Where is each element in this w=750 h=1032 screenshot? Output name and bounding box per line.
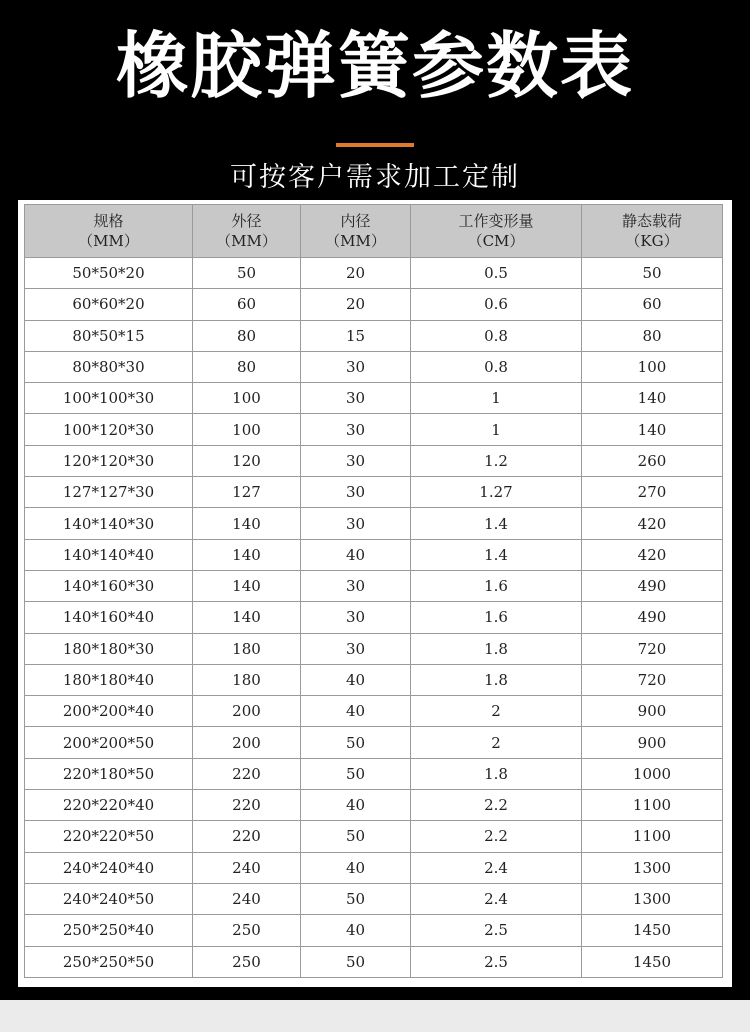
header-spec-unit: （MM）	[78, 232, 139, 250]
header-static-load	[582, 205, 723, 258]
cell-outer-diameter: 180	[193, 664, 301, 695]
table-row	[25, 570, 723, 601]
cell-outer-diameter: 250	[193, 946, 301, 977]
cell-spec: 60*60*20	[25, 289, 193, 320]
cell-inner-diameter: 50	[301, 821, 411, 852]
cell-static-load: 1100	[582, 790, 723, 821]
table-row	[25, 883, 723, 914]
cell-deformation: 0.6	[411, 289, 582, 320]
cell-static-load: 140	[582, 383, 723, 414]
cell-inner-diameter: 30	[301, 414, 411, 445]
cell-deformation: 2.4	[411, 883, 582, 914]
cell-inner-diameter: 30	[301, 633, 411, 664]
cell-inner-diameter: 50	[301, 758, 411, 789]
accent-divider	[336, 143, 414, 147]
table-row	[25, 852, 723, 883]
cell-static-load: 1450	[582, 946, 723, 977]
cell-inner-diameter: 15	[301, 320, 411, 351]
cell-outer-diameter: 127	[193, 477, 301, 508]
cell-inner-diameter: 30	[301, 602, 411, 633]
cell-outer-diameter: 200	[193, 696, 301, 727]
header-outer-diameter-unit: （MM）	[216, 232, 277, 250]
cell-deformation: 1.2	[411, 445, 582, 476]
cell-spec: 80*50*15	[25, 320, 193, 351]
cell-deformation: 2.5	[411, 915, 582, 946]
table-row	[25, 383, 723, 414]
cell-deformation: 2	[411, 696, 582, 727]
table-row	[25, 414, 723, 445]
cell-static-load: 1000	[582, 758, 723, 789]
header-inner-diameter	[301, 205, 411, 258]
cell-static-load: 1300	[582, 852, 723, 883]
header-deformation	[411, 205, 582, 258]
table-row	[25, 664, 723, 695]
cell-deformation: 1.8	[411, 633, 582, 664]
cell-deformation: 0.8	[411, 351, 582, 382]
table-row	[25, 289, 723, 320]
cell-deformation: 1	[411, 383, 582, 414]
cell-inner-diameter: 40	[301, 915, 411, 946]
cell-inner-diameter: 50	[301, 727, 411, 758]
cell-spec: 240*240*50	[25, 883, 193, 914]
header-outer-diameter	[193, 205, 301, 258]
cell-inner-diameter: 30	[301, 383, 411, 414]
cell-deformation: 2.4	[411, 852, 582, 883]
cell-inner-diameter: 50	[301, 883, 411, 914]
cell-outer-diameter: 80	[193, 351, 301, 382]
cell-static-load: 260	[582, 445, 723, 476]
cell-spec: 100*120*30	[25, 414, 193, 445]
table-row	[25, 351, 723, 382]
cell-static-load: 420	[582, 508, 723, 539]
table-row	[25, 477, 723, 508]
cell-outer-diameter: 220	[193, 821, 301, 852]
cell-static-load: 80	[582, 320, 723, 351]
cell-deformation: 1.8	[411, 664, 582, 695]
cell-spec: 200*200*40	[25, 696, 193, 727]
cell-deformation: 0.8	[411, 320, 582, 351]
cell-outer-diameter: 220	[193, 790, 301, 821]
cell-static-load: 490	[582, 570, 723, 601]
cell-spec: 180*180*30	[25, 633, 193, 664]
cell-outer-diameter: 140	[193, 602, 301, 633]
cell-inner-diameter: 40	[301, 790, 411, 821]
table-row	[25, 602, 723, 633]
cell-static-load: 270	[582, 477, 723, 508]
cell-outer-diameter: 240	[193, 852, 301, 883]
cell-inner-diameter: 30	[301, 477, 411, 508]
cell-outer-diameter: 140	[193, 539, 301, 570]
cell-static-load: 140	[582, 414, 723, 445]
cell-inner-diameter: 20	[301, 258, 411, 289]
cell-spec: 127*127*30	[25, 477, 193, 508]
cell-inner-diameter: 40	[301, 696, 411, 727]
cell-outer-diameter: 180	[193, 633, 301, 664]
cell-outer-diameter: 50	[193, 258, 301, 289]
cell-deformation: 2.5	[411, 946, 582, 977]
cell-deformation: 1.27	[411, 477, 582, 508]
cell-outer-diameter: 60	[193, 289, 301, 320]
header-inner-diameter-unit: （MM）	[325, 232, 386, 250]
table-row	[25, 758, 723, 789]
table-row	[25, 445, 723, 476]
cell-spec: 180*180*40	[25, 664, 193, 695]
header-static-load-unit: （KG）	[625, 232, 679, 250]
cell-static-load: 720	[582, 664, 723, 695]
table-row	[25, 258, 723, 289]
cell-outer-diameter: 140	[193, 508, 301, 539]
table-row	[25, 508, 723, 539]
page-subtitle: 可按客户需求加工定制	[230, 162, 520, 193]
parameter-table-container	[18, 200, 732, 987]
parameter-table	[24, 204, 723, 978]
cell-deformation: 0.5	[411, 258, 582, 289]
cell-spec: 100*100*30	[25, 383, 193, 414]
header-inner-diameter-label: 内径	[340, 212, 371, 230]
page-title: 橡胶弹簧参数表	[115, 24, 634, 108]
table-row	[25, 696, 723, 727]
table-header-row	[25, 205, 723, 258]
cell-static-load: 1300	[582, 883, 723, 914]
cell-inner-diameter: 30	[301, 570, 411, 601]
cell-deformation: 1	[411, 414, 582, 445]
header-static-load-label: 静态载荷	[621, 212, 682, 230]
cell-inner-diameter: 30	[301, 445, 411, 476]
cell-static-load: 720	[582, 633, 723, 664]
cell-static-load: 900	[582, 727, 723, 758]
cell-inner-diameter: 30	[301, 508, 411, 539]
cell-outer-diameter: 80	[193, 320, 301, 351]
cell-outer-diameter: 100	[193, 414, 301, 445]
table-row	[25, 821, 723, 852]
table-row	[25, 790, 723, 821]
cell-spec: 250*250*50	[25, 946, 193, 977]
cell-deformation: 1.6	[411, 602, 582, 633]
header-deformation-unit: （CM）	[467, 232, 525, 250]
cell-static-load: 900	[582, 696, 723, 727]
cell-static-load: 420	[582, 539, 723, 570]
header-outer-diameter-label: 外径	[231, 212, 262, 230]
cell-inner-diameter: 50	[301, 946, 411, 977]
header-spec	[25, 205, 193, 258]
cell-inner-diameter: 30	[301, 351, 411, 382]
cell-spec: 200*200*50	[25, 727, 193, 758]
cell-deformation: 2.2	[411, 790, 582, 821]
cell-outer-diameter: 200	[193, 727, 301, 758]
cell-static-load: 100	[582, 351, 723, 382]
cell-static-load: 1100	[582, 821, 723, 852]
cell-inner-diameter: 40	[301, 852, 411, 883]
cell-outer-diameter: 220	[193, 758, 301, 789]
cell-outer-diameter: 140	[193, 570, 301, 601]
cell-spec: 140*140*30	[25, 508, 193, 539]
cell-outer-diameter: 250	[193, 915, 301, 946]
table-row	[25, 946, 723, 977]
header-spec-label: 规格	[93, 212, 124, 230]
cell-spec: 80*80*30	[25, 351, 193, 382]
cell-inner-diameter: 20	[301, 289, 411, 320]
cell-spec: 240*240*40	[25, 852, 193, 883]
cell-deformation: 1.4	[411, 539, 582, 570]
cell-deformation: 1.6	[411, 570, 582, 601]
cell-static-load: 60	[582, 289, 723, 320]
cell-spec: 220*220*50	[25, 821, 193, 852]
table-row	[25, 539, 723, 570]
cell-spec: 140*140*40	[25, 539, 193, 570]
cell-inner-diameter: 40	[301, 539, 411, 570]
cell-deformation: 2.2	[411, 821, 582, 852]
cell-spec: 250*250*40	[25, 915, 193, 946]
cell-static-load: 50	[582, 258, 723, 289]
cell-static-load: 490	[582, 602, 723, 633]
table-body	[25, 258, 723, 978]
cell-outer-diameter: 100	[193, 383, 301, 414]
table-row	[25, 915, 723, 946]
cell-outer-diameter: 120	[193, 445, 301, 476]
cell-deformation: 1.8	[411, 758, 582, 789]
cell-spec: 120*120*30	[25, 445, 193, 476]
cell-spec: 220*180*50	[25, 758, 193, 789]
cell-spec: 50*50*20	[25, 258, 193, 289]
cell-deformation: 2	[411, 727, 582, 758]
table-row	[25, 633, 723, 664]
cell-spec: 140*160*40	[25, 602, 193, 633]
table-row	[25, 727, 723, 758]
table-row	[25, 320, 723, 351]
header-deformation-label: 工作变形量	[458, 212, 534, 230]
cell-spec: 220*220*40	[25, 790, 193, 821]
cell-static-load: 1450	[582, 915, 723, 946]
cell-deformation: 1.4	[411, 508, 582, 539]
cell-spec: 140*160*30	[25, 570, 193, 601]
cell-inner-diameter: 40	[301, 664, 411, 695]
cell-outer-diameter: 240	[193, 883, 301, 914]
